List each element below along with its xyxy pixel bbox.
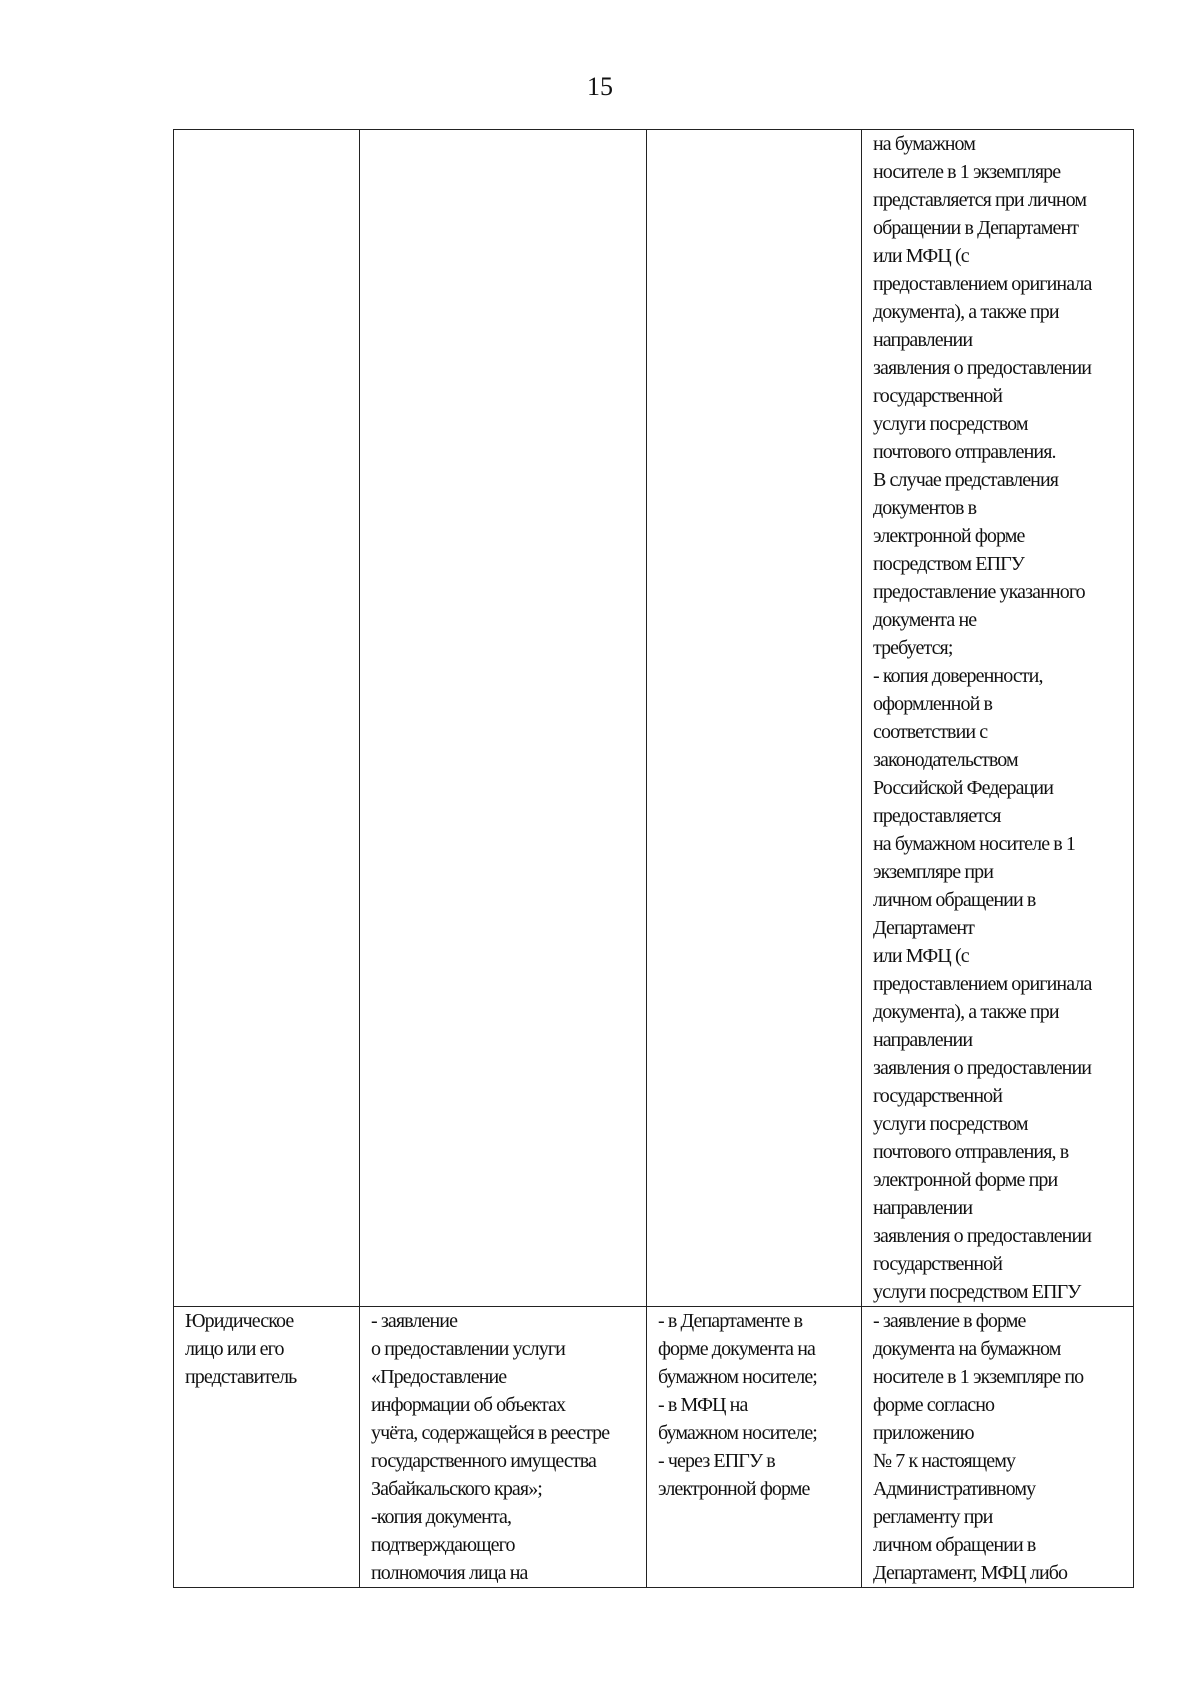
text-line: носителе в 1 экземпляре <box>873 161 1061 183</box>
text-line: или МФЦ (с <box>873 245 969 267</box>
text-line: учёта, содержащейся в реестре <box>371 1422 610 1444</box>
text-line: или МФЦ (с <box>873 945 969 967</box>
text-line: требуется; <box>873 637 953 659</box>
text-line: - копия доверенности, <box>873 665 1043 687</box>
submission-method-cell <box>647 130 862 1307</box>
text-line: носителе в 1 экземпляре по <box>873 1366 1084 1388</box>
text-line: электронной форме при <box>873 1169 1058 1191</box>
text-line: оформленной в <box>873 693 993 715</box>
submission-method-cell <box>647 1307 862 1588</box>
applicant-cell <box>174 130 360 1307</box>
text-line: Административному <box>873 1478 1036 1500</box>
applicant-cell-text <box>185 1307 351 1391</box>
table-body <box>174 130 1134 1588</box>
text-line: В случае представления <box>873 469 1059 491</box>
text-line: заявления о предоставлении <box>873 1057 1092 1079</box>
text-line: законодательством <box>873 749 1018 771</box>
text-line: Российской Федерации <box>873 777 1054 799</box>
applicant-cell <box>174 1307 360 1588</box>
text-line: направлении <box>873 1197 973 1219</box>
requirements-cell-text <box>873 1307 1125 1587</box>
text-line: Департамент <box>873 917 975 939</box>
text-line: представляется при личном <box>873 189 1087 211</box>
text-line: Забайкальского края»; <box>371 1478 542 1500</box>
text-line: полномочия лица на <box>371 1562 528 1584</box>
text-line: регламенту при <box>873 1506 993 1528</box>
submission-method-cell-text <box>658 1307 853 1503</box>
text-line: электронной форме <box>658 1478 810 1500</box>
text-line: документа не <box>873 609 977 631</box>
table-row <box>174 130 1134 1307</box>
requirements-cell-text <box>873 130 1125 1306</box>
documents-cell <box>360 130 647 1307</box>
page-number: 15 <box>587 72 613 101</box>
text-line: документов в <box>873 497 977 519</box>
text-line: предоставлением оригинала <box>873 973 1092 995</box>
text-line: обращении в Департамент <box>873 217 1079 239</box>
text-line: государственной <box>873 385 1003 407</box>
text-line: «Предоставление <box>371 1366 507 1388</box>
text-line: документа), а также при <box>873 1001 1059 1023</box>
text-line: - через ЕПГУ в <box>658 1450 775 1472</box>
text-line: почтового отправления, в <box>873 1141 1069 1163</box>
text-line: представитель <box>185 1366 297 1388</box>
text-line: услуги посредством ЕПГУ <box>873 1281 1081 1303</box>
documents-cell <box>360 1307 647 1588</box>
table-row <box>174 1307 1134 1588</box>
text-line: о предоставлении услуги <box>371 1338 565 1360</box>
text-line: посредством ЕПГУ <box>873 553 1025 575</box>
text-line: направлении <box>873 329 973 351</box>
text-line: почтового отправления. <box>873 441 1056 463</box>
text-line: на бумажном <box>873 133 976 155</box>
text-line: экземпляре при <box>873 861 994 883</box>
text-line: соответствии с <box>873 721 988 743</box>
text-line: услуги посредством <box>873 1113 1028 1135</box>
text-line: предоставление указанного <box>873 581 1085 603</box>
text-line: направлении <box>873 1029 973 1051</box>
text-line: приложению <box>873 1422 974 1444</box>
text-line: Департамент, МФЦ либо <box>873 1562 1068 1584</box>
text-line: государственной <box>873 1085 1003 1107</box>
text-line: форме документа на <box>658 1338 816 1360</box>
text-line: государственной <box>873 1253 1003 1275</box>
text-line: - заявление в форме <box>873 1310 1026 1332</box>
text-line: № 7 к настоящему <box>873 1450 1016 1472</box>
text-line: -копия документа, <box>371 1506 512 1528</box>
text-line: лицо или его <box>185 1338 284 1360</box>
text-line: предоставлением оригинала <box>873 273 1092 295</box>
text-line: личном обращении в <box>873 1534 1036 1556</box>
text-line: бумажном носителе; <box>658 1422 817 1444</box>
requirements-cell <box>862 130 1134 1307</box>
text-line: заявления о предоставлении <box>873 1225 1092 1247</box>
text-line: на бумажном носителе в 1 <box>873 833 1076 855</box>
text-line: - в Департаменте в <box>658 1310 803 1332</box>
documents-table <box>173 129 1134 1588</box>
text-line: информации об объектах <box>371 1394 566 1416</box>
documents-cell-text <box>371 1307 638 1587</box>
text-line: бумажном носителе; <box>658 1366 817 1388</box>
text-line: - в МФЦ на <box>658 1394 748 1416</box>
text-line: государственного имущества <box>371 1450 596 1472</box>
text-line: подтверждающего <box>371 1534 515 1556</box>
text-line: предоставляется <box>873 805 1001 827</box>
text-line: документа на бумажном <box>873 1338 1061 1360</box>
text-line: Юридическое <box>185 1310 294 1332</box>
text-line: личном обращении в <box>873 889 1036 911</box>
text-line: заявления о предоставлении <box>873 357 1092 379</box>
text-line: услуги посредством <box>873 413 1028 435</box>
requirements-cell <box>862 1307 1134 1588</box>
text-line: документа), а также при <box>873 301 1059 323</box>
text-line: электронной форме <box>873 525 1025 547</box>
text-line: форме согласно <box>873 1394 995 1416</box>
text-line: - заявление <box>371 1310 458 1332</box>
